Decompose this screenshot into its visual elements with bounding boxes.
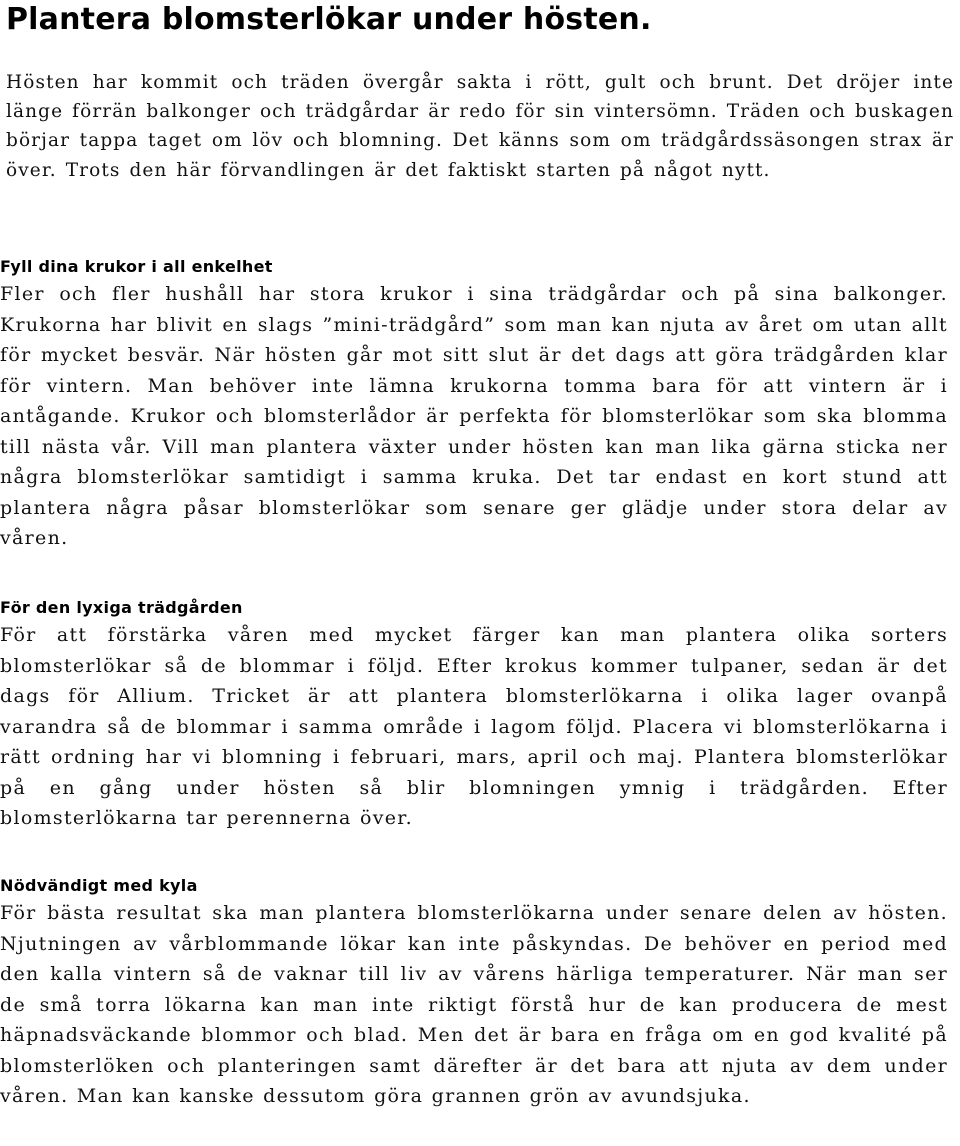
section-heading-krukor: Fyll dina krukor i all enkelhet (0, 257, 273, 276)
section-heading-lyxiga-tradgarden: För den lyxiga trädgården (0, 598, 243, 617)
document-title: Plantera blomsterlökar under hösten. (6, 2, 652, 37)
section-lyxiga-tradgarden (0, 596, 948, 834)
section-body-lyxiga-tradgarden: För att förstärka våren med mycket färger kan man plantera olika sorters blomsterlökar så de blommar i följd. Efter krokus kommer tulpaner, sedan är det dags för Allium. Tricket är att plantera blomsterlökarna i olika lager ovanpå varandra så de blommar i samma område i lagom följd. Placera vi blomsterlökarna i rätt ordning har vi blomning i februari, mars, april och maj. Plantera blomsterlökar på en gång under hösten så blir blomningen ymnig i trädgården. Efter blomsterlökarna tar perennerna över. (0, 624, 948, 829)
section-kyla (0, 874, 948, 1112)
section-body-krukor: Fler och fler hushåll har stora krukor i sina trädgårdar och på sina balkonger. Krukorna har blivit en slags ”mini-trädgård” som man kan njuta av året om utan allt för mycket besvär. När hösten går mot sitt slut är det dags att göra trädgården klar för vintern. Man behöver inte lämna krukorna tomma bara för att vintern är i antågande. Krukor och blomsterlådor är perfekta för blomsterlökar som ska blomma till nästa vår. Vill man plantera växter under hösten kan man lika gärna sticka ner några blomsterlökar samtidigt i samma kruka. Det tar endast en kort stund att plantera några påsar blomsterlökar som senare ger glädje under stora delar av våren. (0, 283, 948, 549)
section-krukor (0, 255, 948, 554)
document-page (6, 0, 954, 185)
intro-paragraph: Hösten har kommit och träden övergår sakta i rött, gult och brunt. Det dröjer inte länge förrän balkonger och trädgårdar är redo för sin vintersömn. Träden och buskagen börjar tappa taget om löv och blomning. Det känns som om trädgårdssäsongen strax är över. Trots den här förvandlingen är det faktiskt starten på något nytt. (6, 72, 954, 181)
section-body-kyla: För bästa resultat ska man plantera blomsterlökarna under senare delen av hösten. Njutningen av vårblommande lökar kan inte påskyndas. De behöver en period med den kalla vintern så de vaknar till liv av vårens härliga temperaturer. När man ser de små torra lökarna kan man inte riktigt förstå hur de kan producera de mest häpnadsväckande blommor och blad. Men det är bara en fråga om en god kvalité på blomsterlöken och planteringen samt därefter är det bara att njuta av dem under våren. Man kan kanske dessutom göra grannen grön av avundsjuka. (0, 902, 948, 1107)
section-heading-kyla: Nödvändigt med kyla (0, 876, 198, 895)
